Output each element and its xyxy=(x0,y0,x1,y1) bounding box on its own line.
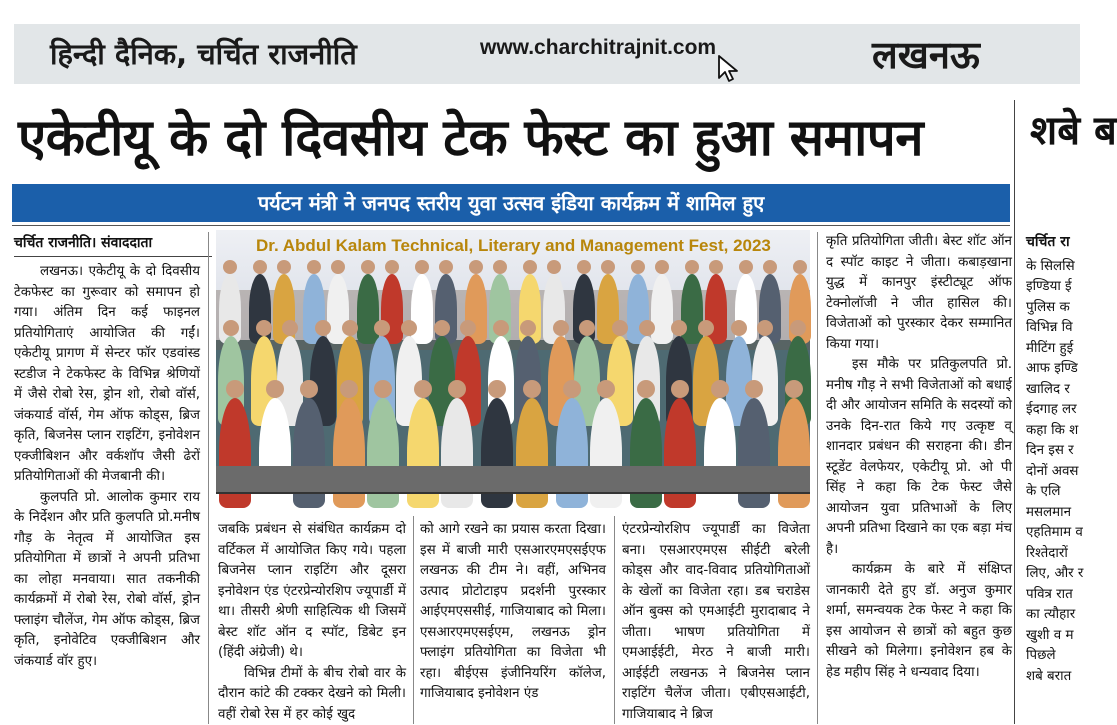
side-line: मीटिंग हुई xyxy=(1026,339,1086,360)
person-head xyxy=(655,260,669,274)
person-head xyxy=(631,260,645,274)
person-head xyxy=(266,380,284,398)
column-divider xyxy=(614,516,615,724)
side-line: का त्यौहार xyxy=(1026,605,1086,626)
article-column-4 xyxy=(622,520,810,724)
person-head xyxy=(731,320,747,336)
mouse-cursor-icon xyxy=(716,54,742,84)
article-column-3 xyxy=(420,520,606,724)
column-divider xyxy=(208,232,209,724)
person-head xyxy=(277,260,291,274)
person-head xyxy=(374,380,392,398)
paragraph: को आगे रखने का प्रयास करता दिखा। इस में बाजी मारी एसआरएमएसईएफ लखनऊ की टीम ने। वहीं, अभिनव उत्पाद प्रोटोटाइप प्रदर्शनी पुरस्कार आईएमएससीई, गाजियाबाद को मिला। एसआरएमएसईएम, लखनऊ ड्रोन फ्लाइंग प्रतियोगिता का विजेता भी रहा। बीईएस इंजीनियरिंग कॉलेज, गाजियाबाद इनोवेशन एंड xyxy=(420,520,606,705)
paper-url[interactable]: www.charchitrajnit.com xyxy=(480,36,716,60)
side-article-lines xyxy=(1026,257,1086,688)
paper-name: हिन्दी दैनिक, चर्चित राजनीति xyxy=(50,34,357,73)
paragraph: जबकि प्रबंधन से संबंधित कार्यक्रम दो वर्टिकल में आयोजित किए गये। पहला बिजनेस प्लान राइटिंग और दूसरा इनोवेशन एंड एंटरप्रेन्योरशिप ज्यूपार्डी में था। तीसरी श्रेणी साहित्यिक थी जिसमें बेस्ट शॉट ऑन द स्पॉट, डिबेट इन (हिंदी अंग्रेजी) थे। xyxy=(218,520,406,664)
person-head xyxy=(639,320,655,336)
side-line: आफ इण्डि xyxy=(1026,359,1086,380)
person-head xyxy=(763,260,777,274)
article-column-1 xyxy=(14,262,200,724)
main-headline: एकेटीयू के दो दिवसीय टेक फेस्ट का हुआ समापन xyxy=(18,100,923,170)
person-head xyxy=(342,320,358,336)
side-line: खुशी व म xyxy=(1026,626,1086,647)
photo-border xyxy=(216,492,810,494)
side-line: शबे बरात xyxy=(1026,667,1086,688)
person-head xyxy=(709,260,723,274)
floor xyxy=(216,466,810,494)
side-article-text xyxy=(1026,232,1086,724)
person-head xyxy=(601,260,615,274)
person-head xyxy=(253,260,267,274)
divider xyxy=(12,225,1010,226)
person-head xyxy=(547,260,561,274)
person-head xyxy=(597,380,615,398)
side-line: के सिलसि xyxy=(1026,257,1086,278)
person-head xyxy=(553,320,569,336)
person-head xyxy=(469,260,483,274)
event-group-photo xyxy=(216,230,810,494)
person-head xyxy=(385,260,399,274)
paragraph: लखनऊ। एकेटीयू के दो दिवसीय टेकफेस्ट का गुरूवार को समापन हो गया। अंतिम दिन कई फाइनल प्रतियोगिताएं आयोजित की गईं। एकेटीयू प्रागण में सेन्टर फॉर एडवांस्ड स्टडीज ने टेकफेस्ट के विभिन्न श्रेणियों में जैसे रोबो रेस, ड्रोन शो, रोबो वॉर्स, जंकयार्ड वॉर्स, गेम ऑफ कोड्स, ब्रिज कृति, बिजनेस प्लान राइटिंग, इनोवेशन एक्जीबिशन और वर्कशॉप जैसी ढेरों प्रतियोगिताओं की मेजबानी की। xyxy=(14,262,200,488)
paragraph: इस मौके पर प्रतिकुलपति प्रो. मनीष गौड़ ने सभी विजेताओं को बधाई दी और आयोजन समिति के सदस्यों को उनके दिन-रात किये गए उत्कृष्ट व् शानदार प्रबंधन की सराहना की। डीन स्टूडेंट वेलफेयर, एकेटीयू प्रो. ओ पी सिंह ने कहा कि टेक फेस्ट जैसे आयोजन युवा प्रतिभाओं के लिए अपनी प्रतिभा दिखाने का एक बड़ा मंच है। xyxy=(826,355,1012,560)
side-line: खालिद र xyxy=(1026,380,1086,401)
person-head xyxy=(300,380,318,398)
edition-city: लखनऊ xyxy=(872,28,980,80)
side-line: पुलिस क xyxy=(1026,298,1086,319)
paragraph: कृति प्रतियोगिता जीती। बेस्ट शॉट ऑन द स्पॉट काइट ने जीता। कबाड़खाना युद्ध में कानपुर इंस्टीट्यूट ऑफ टेक्नोलॉजी ने जीत हासिल की। विजेताओं को पुरस्कार देकर सम्मानित किया गया। xyxy=(826,232,1012,355)
paragraph: कुलपति प्रो. आलोक कुमार राय के निर्देशन और प्रति कुलपति प्रो.मनीष गौड़ के नेतृत्व में आयोजित इस प्रतियोगिता में छात्रों ने अपनी प्रतिभा का लोहा मनवाया। सात तकनीकी कार्यक्रमों में रोबो रेस, रोबो वॉर्स, ड्रोन फ्लाइंग चौलेंज, गेम ऑफ कोड्स, ब्रिज कृति, इनोवेटिव एक्जीबिशन और जंकयार्ड वॉर हुए। xyxy=(14,488,200,673)
article-column-2 xyxy=(218,520,406,724)
paragraph: एंटरप्रेन्योरशिप ज्यूपार्डी का विजेता बना। एसआरएमएस सीईटी बरेली कोड्स और वाद-विवाद प्रतियोगिताओं के खेलों का विजेता रहा। डब चराडेस ऑन बुक्स को एमआईटी मुरादाबाद ने जीता। भाषण प्रतियोगिता में एमआईईटी, मेरठ ने बाजी मारी। आईईटी लखनऊ ने बिजनेस प्लान राइटिंग चैलेंज जीता। एबीएसआईटी, गाजियाबाद ने ब्रिज xyxy=(622,520,810,725)
person-head xyxy=(315,320,331,336)
person-head xyxy=(223,260,237,274)
side-line: इण्डिया ई xyxy=(1026,277,1086,298)
person-head xyxy=(223,320,239,336)
side-line: लिए, और र xyxy=(1026,564,1086,585)
person-head xyxy=(685,260,699,274)
person-head xyxy=(698,320,714,336)
person-head xyxy=(439,260,453,274)
person-head xyxy=(434,320,450,336)
side-line: पिछले xyxy=(1026,646,1086,667)
person-head xyxy=(577,260,591,274)
divider xyxy=(14,256,212,257)
side-line: कहा कि श xyxy=(1026,421,1086,442)
person-head xyxy=(523,260,537,274)
article-column-5 xyxy=(826,232,1012,724)
side-line: रिश्तेदारों xyxy=(1026,544,1086,565)
person xyxy=(651,274,673,344)
person-head xyxy=(256,320,272,336)
person-head xyxy=(361,260,375,274)
person-head xyxy=(226,380,244,398)
person-head xyxy=(340,380,358,398)
person-head xyxy=(523,380,541,398)
paragraph: विभिन्न टीमों के बीच रोबो वार के दौरान कांटे की टक्कर देखने को मिली। वहीं रोबो रेस में हर कोई खुद xyxy=(218,664,406,725)
side-line: दोनों अवस xyxy=(1026,462,1086,483)
person-head xyxy=(739,260,753,274)
person-head xyxy=(520,320,536,336)
side-line: एहतिमाम व xyxy=(1026,523,1086,544)
subhead-banner: पर्यटन मंत्री ने जनपद स्तरीय युवा उत्सव इंडिया कार्यक्रम में शामिल हुए xyxy=(12,184,1010,222)
person-head xyxy=(612,320,628,336)
person-head xyxy=(793,260,807,274)
person-head xyxy=(563,380,581,398)
person-head xyxy=(671,380,689,398)
column-divider xyxy=(817,232,818,724)
person xyxy=(357,274,379,344)
side-byline: चर्चित रा xyxy=(1026,232,1086,253)
column-divider xyxy=(413,516,414,724)
side-line: मसलमान xyxy=(1026,503,1086,524)
person-head xyxy=(307,260,321,274)
side-line: दिन इस र xyxy=(1026,441,1086,462)
fest-banner-text: Dr. Abdul Kalam Technical, Literary and Management Fest, 2023 xyxy=(256,236,771,256)
masthead xyxy=(14,24,1080,84)
paragraph: कार्यक्रम के बारे में संक्षिप्त जानकारी देते हुए डॉ. अनुज कुमार शर्मा, समन्वयक टेक फेस्ट ने कहा कि इस आयोजन से छात्रों को बहुत कुछ सीखने को मिलेगा। इनोवेशन हब के हेड महीप सिंह ने धन्यवाद दिया। xyxy=(826,560,1012,683)
column-divider xyxy=(1014,100,1015,724)
person-head xyxy=(401,320,417,336)
side-line: विभिन्न वि xyxy=(1026,318,1086,339)
side-line: पवित्र रात xyxy=(1026,585,1086,606)
person-head xyxy=(637,380,655,398)
person-head xyxy=(493,260,507,274)
person-head xyxy=(415,260,429,274)
person-head xyxy=(331,260,345,274)
side-article-headline: शबे ब xyxy=(1030,100,1090,162)
side-line: के एलि xyxy=(1026,482,1086,503)
side-line: ईदगाह लर xyxy=(1026,400,1086,421)
byline: चर्चित राजनीति। संवाददाता xyxy=(14,233,152,252)
